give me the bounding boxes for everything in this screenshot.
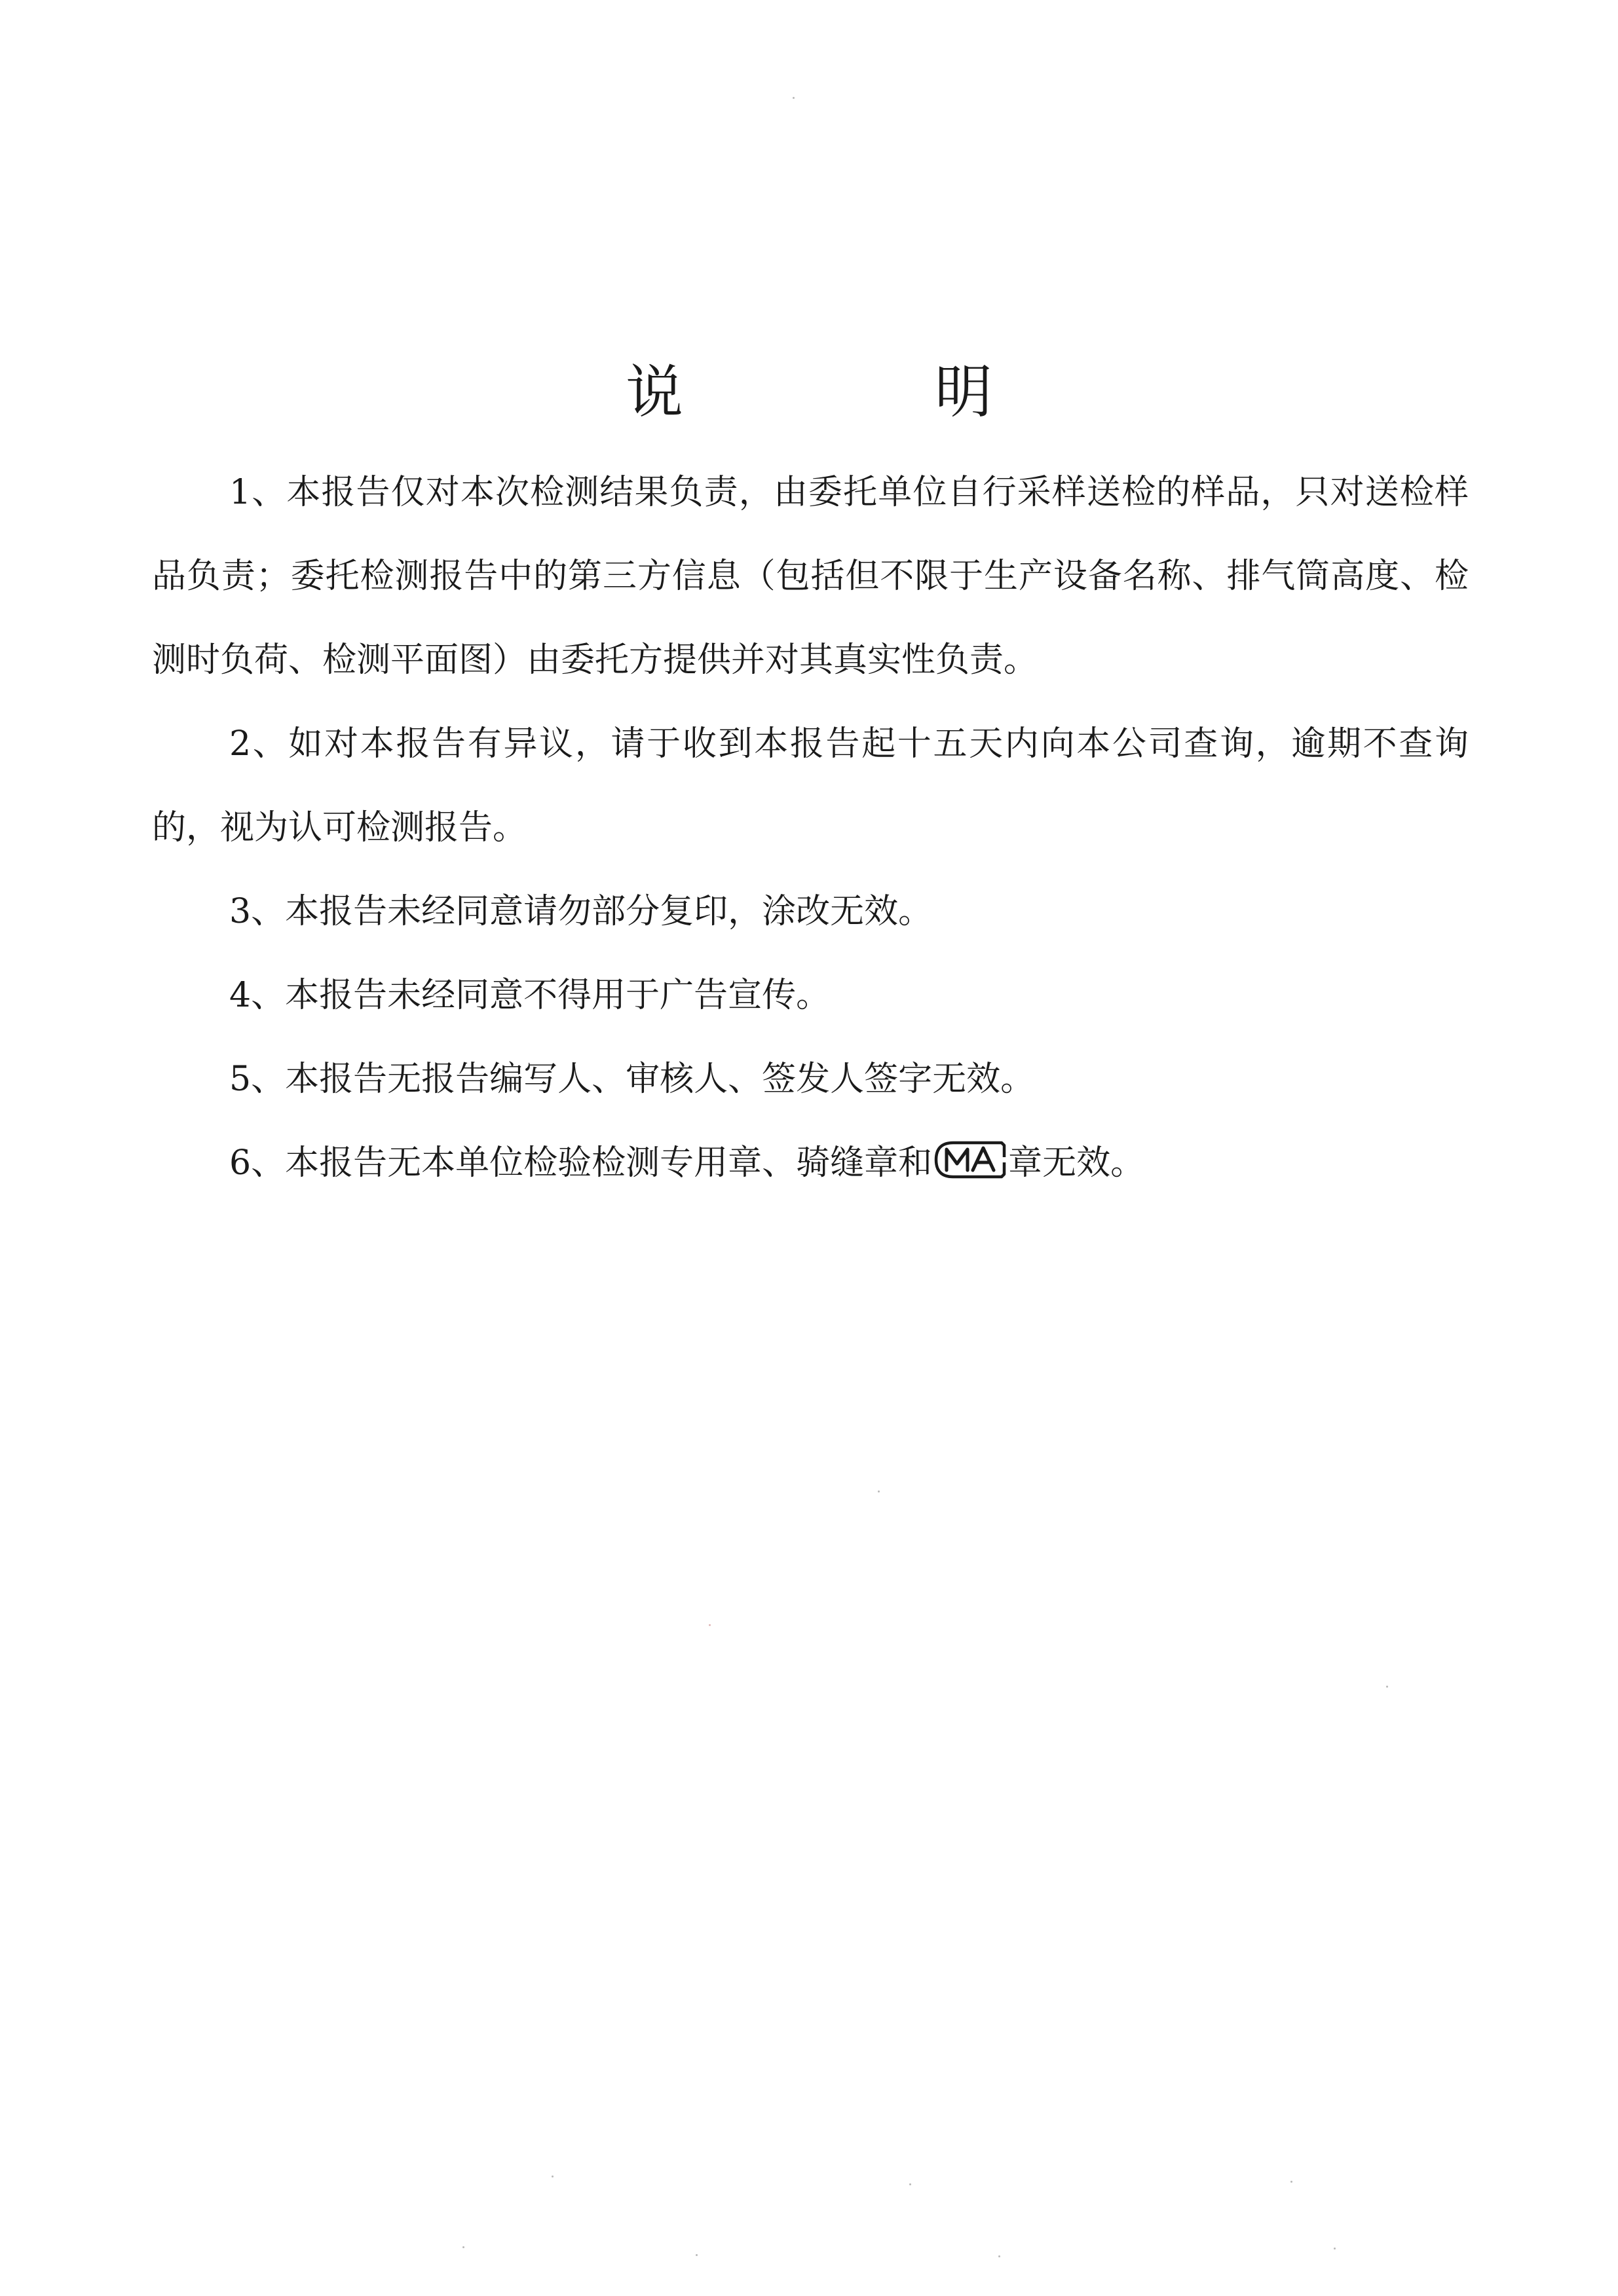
note-item-3 [152, 870, 1469, 954]
scan-speck [552, 2176, 554, 2177]
note-text: 本报告无报告编写人、审核人、签发人签字无效。 [285, 1060, 1035, 1099]
scan-speck [793, 97, 795, 99]
scan-speck [709, 1624, 711, 1626]
note-item-6 [152, 1121, 1469, 1205]
scan-speck [998, 2255, 1000, 2257]
note-number: 6、 [229, 1143, 286, 1183]
note-item-4 [152, 954, 1469, 1037]
note-text: 本报告仅对本次检测结果负责，由委托单位自行采样送检的样品，只对送检样品负责；委托检测报告中的第三方信息（包括但不限于生产设备名称、排气筒高度、检测时负荷、检测平面图）由委托方提供并对其真实性负责。 [152, 473, 1469, 680]
note-item-2 [152, 702, 1469, 870]
scan-speck [1386, 1686, 1388, 1688]
note-number: 2、 [229, 724, 289, 764]
note-text: 本报告未经同意不得用于广告宣传。 [285, 976, 831, 1015]
scan-speck [1334, 2248, 1336, 2250]
note-item-1 [152, 451, 1469, 702]
note-number: 1、 [229, 473, 287, 512]
note-number: 3、 [229, 892, 286, 931]
note-text-before-mark: 本报告无本单位检验检测专用章、骑缝章和 [285, 1143, 933, 1183]
note-text-after-mark: 章无效。 [1008, 1143, 1145, 1183]
note-text: 如对本报告有异议，请于收到本报告起十五天内向本公司查询，逾期不查询的，视为认可检测报告。 [152, 724, 1469, 847]
page-title: 说 明 [625, 358, 1089, 426]
scan-speck [878, 1491, 880, 1492]
note-text: 本报告未经同意请勿部分复印，涂改无效。 [285, 892, 933, 931]
scan-speck [909, 2183, 911, 2185]
note-item-5 [152, 1037, 1469, 1121]
note-number: 4、 [229, 976, 286, 1015]
scan-speck [1290, 2181, 1292, 2183]
note-number: 5、 [229, 1060, 286, 1099]
cma-mark-icon [933, 1140, 1007, 1179]
scan-speck [462, 2246, 464, 2248]
notes-list [152, 451, 1469, 1205]
scan-speck [696, 2254, 698, 2256]
